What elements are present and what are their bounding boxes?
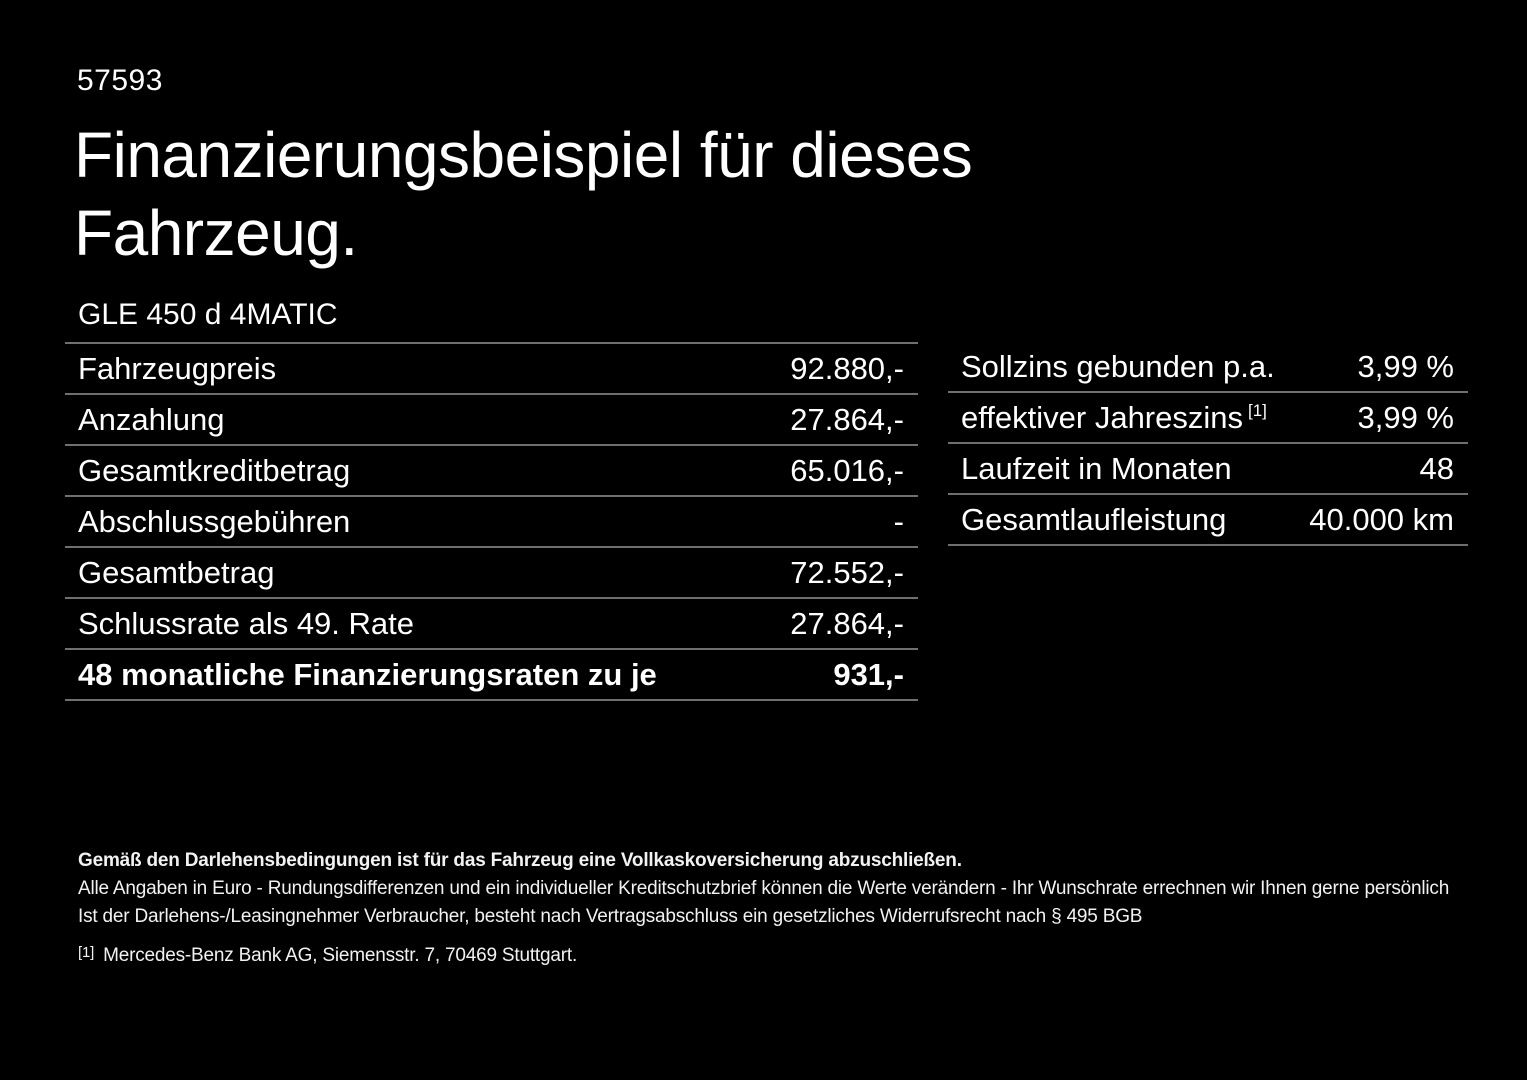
- row-value: 27.864,-: [790, 605, 904, 641]
- row-value: 65.016,-: [790, 452, 904, 488]
- page-title: [74, 116, 972, 272]
- row-value: 72.552,-: [790, 554, 904, 590]
- doc-number: 57593: [77, 64, 163, 97]
- footnote-disclaimer: Alle Angaben in Euro - Rundungsdifferenzen und ein individueller Kreditschutzbrief können die Werte verändern - Ihr Wunschrate errechnen wir Ihnen gerne persönlich: [78, 878, 1450, 899]
- row-label: effektiver Jahreszins [1]: [961, 399, 1267, 435]
- row-value: 3,99 %: [1357, 399, 1454, 435]
- row-value: 48: [1419, 450, 1454, 486]
- vehicle-model: GLE 450 d 4MATIC: [78, 298, 338, 331]
- financing-table: [65, 342, 918, 701]
- row-label: Laufzeit in Monaten: [961, 450, 1232, 486]
- footnote-source-marker: [1]: [78, 944, 95, 961]
- table-row-laufzeit: [948, 444, 1468, 495]
- row-label: Anzahlung: [78, 401, 225, 437]
- row-value: 92.880,-: [790, 350, 904, 386]
- table-row-abschlussgebuehren: [65, 497, 918, 548]
- table-row-effektiver-jahreszins: [948, 393, 1468, 444]
- table-row-monatsraten: [65, 650, 918, 701]
- row-label: Schlussrate als 49. Rate: [78, 605, 415, 641]
- conditions-table: [948, 342, 1468, 546]
- footnotes: [78, 851, 1449, 974]
- row-value: 27.864,-: [790, 401, 904, 437]
- row-value: 40.000 km: [1309, 501, 1454, 537]
- footnote-insurance: Gemäß den Darlehensbedingungen ist für das Fahrzeug eine Vollkaskoversicherung abzuschließen.: [78, 850, 962, 871]
- row-label: Gesamtbetrag: [78, 554, 275, 590]
- row-label: 48 monatliche Finanzierungsraten zu je: [78, 656, 657, 692]
- table-row-sollzins: [948, 342, 1468, 393]
- row-label: Gesamtkreditbetrag: [78, 452, 351, 488]
- table-row-gesamtlaufleistung: [948, 495, 1468, 546]
- table-row-gesamtbetrag: [65, 548, 918, 599]
- footnote-source: [78, 943, 1449, 965]
- table-row-schlussrate: [65, 599, 918, 650]
- table-row-fahrzeugpreis: [65, 344, 918, 395]
- row-label: Abschlussgebühren: [78, 503, 351, 539]
- footnote-ref: [1]: [1248, 401, 1267, 421]
- footnote-withdrawal: Ist der Darlehens-/Leasingnehmer Verbraucher, besteht nach Vertragsabschluss ein gesetzliches Widerrufsrecht nach § 495 BGB: [78, 906, 1143, 927]
- row-value: -: [893, 503, 904, 539]
- row-value: 3,99 %: [1357, 348, 1454, 384]
- row-label: Fahrzeugpreis: [78, 350, 277, 386]
- page-title-line-1: Finanzierungsbeispiel für dieses: [74, 119, 973, 191]
- row-label: Sollzins gebunden p.a.: [961, 348, 1275, 384]
- table-row-anzahlung: [65, 395, 918, 446]
- footnote-source-text: Mercedes-Benz Bank AG, Siemensstr. 7, 70469 Stuttgart.: [103, 945, 578, 966]
- row-value: 931,-: [833, 656, 904, 692]
- row-label: Gesamtlaufleistung: [961, 501, 1227, 537]
- table-row-gesamtkreditbetrag: [65, 446, 918, 497]
- page-title-line-2: Fahrzeug.: [74, 197, 358, 269]
